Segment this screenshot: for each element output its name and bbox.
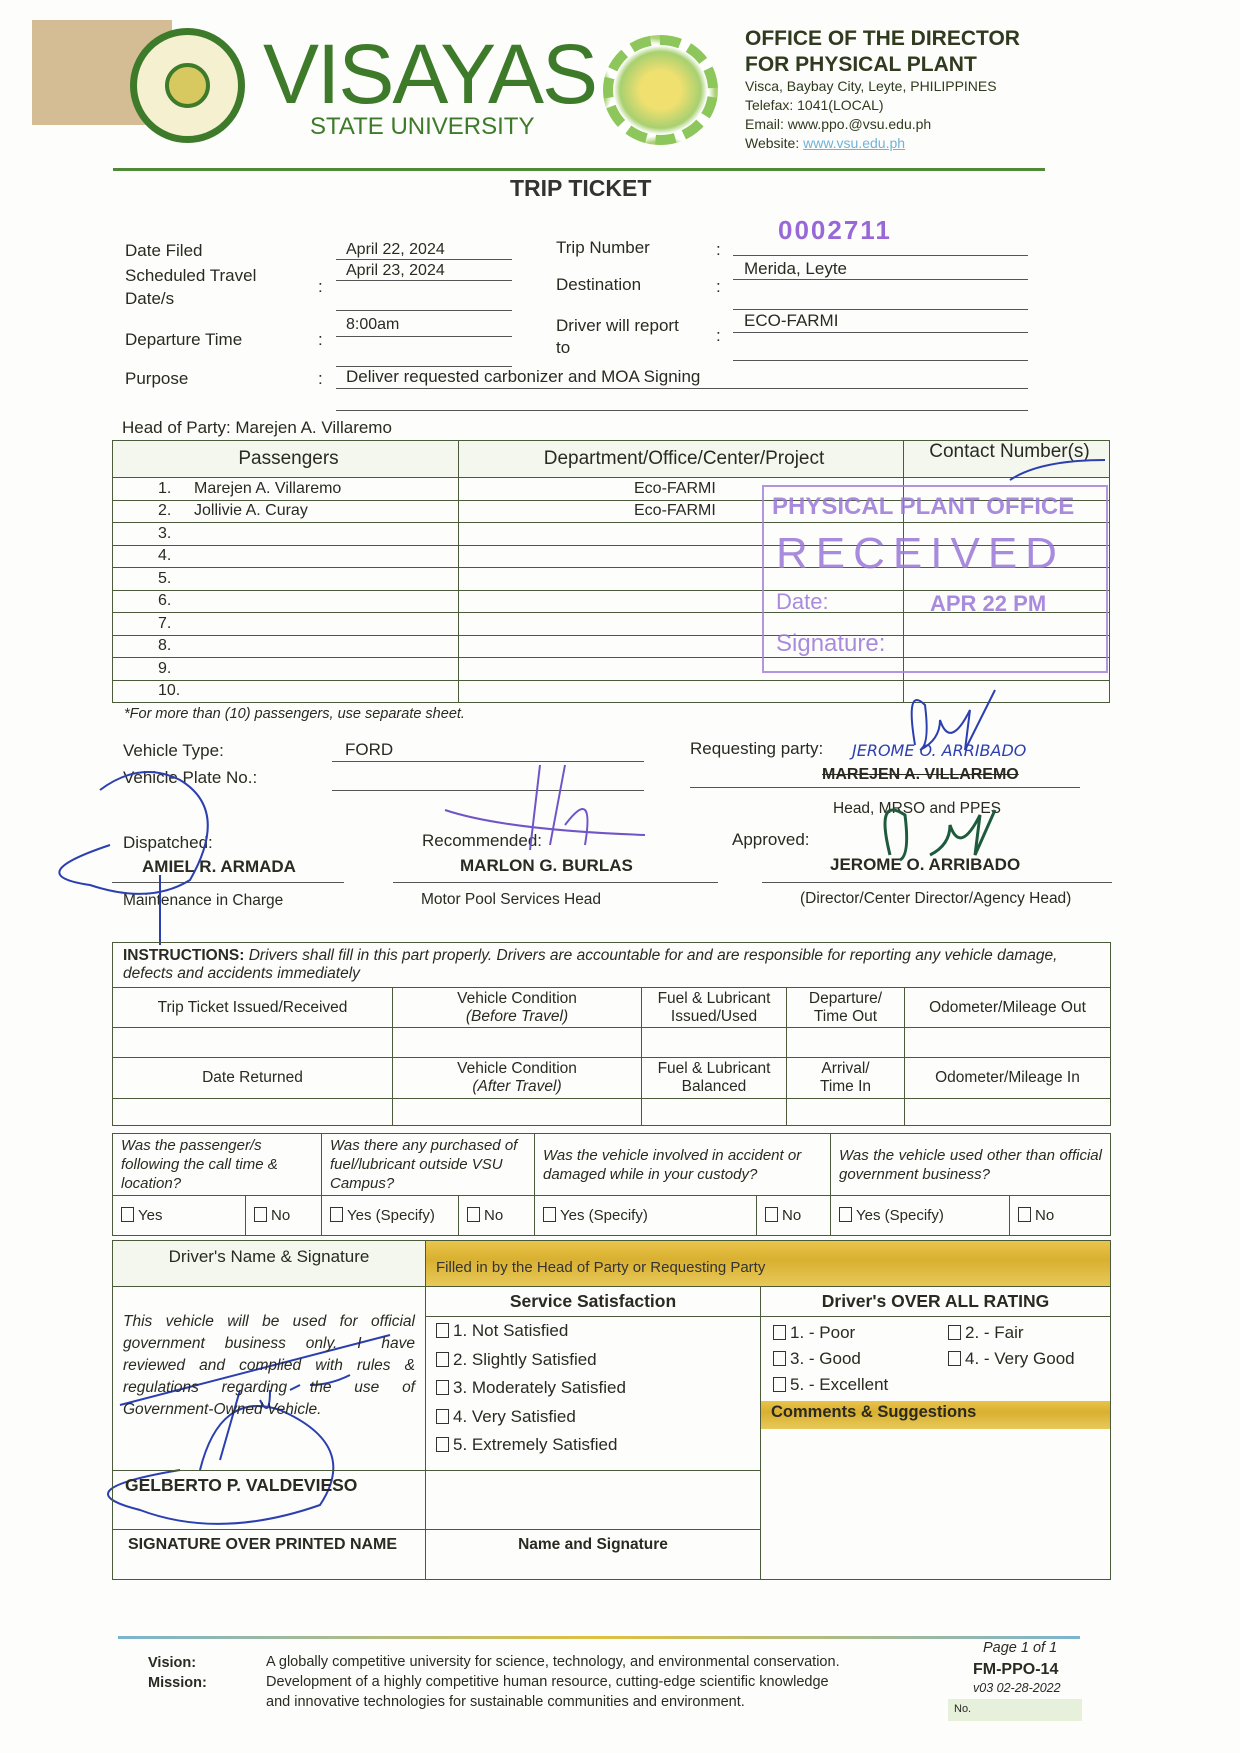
satisfaction-option[interactable]: 5. Extremely Satisfied	[436, 1435, 760, 1464]
satisfaction-list	[426, 1317, 761, 1471]
mission-text-1: Development of a highly competitive human resource, cutting-edge scientific knowledge	[266, 1674, 829, 1690]
form-code: FM-PPO-14	[973, 1661, 1059, 1678]
passenger-name[interactable]: 6.	[113, 590, 459, 613]
date-filed-value[interactable]: April 22, 2024	[346, 241, 445, 258]
passenger-department[interactable]: Eco-FARMI	[459, 500, 904, 523]
checkbox-icon[interactable]	[839, 1207, 852, 1222]
mission-text-2: and innovative technologies for sustainable communities and environment.	[266, 1694, 745, 1710]
passenger-name[interactable]: 1. Marejen A. Villaremo	[113, 478, 459, 501]
service-satisfaction-title: Service Satisfaction	[426, 1287, 761, 1317]
scheduled-label-1: Scheduled Travel	[125, 266, 257, 285]
checkbox-option[interactable]: No	[246, 1196, 322, 1236]
driver-section-table	[112, 1240, 1111, 1580]
signature-caption: SIGNATURE OVER PRINTED NAME	[113, 1529, 426, 1579]
website-link[interactable]: www.vsu.edu.ph	[803, 135, 906, 151]
form-number	[948, 1699, 1082, 1721]
rating-option[interactable]: 4. - Very Good	[948, 1349, 1108, 1369]
checkbox-icon[interactable]	[330, 1207, 343, 1222]
checkbox-icon[interactable]	[765, 1207, 778, 1222]
checkbox-icon[interactable]	[1018, 1207, 1031, 1222]
cell-input[interactable]	[787, 1099, 905, 1126]
departure-label: Departure Time	[125, 330, 243, 349]
checkbox-icon[interactable]	[773, 1325, 786, 1340]
struck-requesting-name: MAREJEN A. VILLAREMO	[822, 766, 1019, 783]
cell-input[interactable]	[393, 1099, 642, 1126]
col-passengers: Passengers	[113, 441, 459, 478]
requesting-party-label: Requesting party:	[690, 739, 824, 758]
passenger-name[interactable]: 2. Jollivie A. Curay	[113, 500, 459, 523]
scheduled-label-2: Date/s	[125, 289, 175, 308]
dispatched-name: AMIEL R. ARMADA	[142, 857, 296, 876]
passenger-name[interactable]: 8.	[113, 635, 459, 658]
driver-statement: This vehicle will be used for official government business only. I have reviewed and complied with rules & regulations regarding the use of Government-Owned Vehicle.	[123, 1313, 415, 1418]
driver-name: GELBERTO P. VALDEVIESO	[113, 1471, 426, 1530]
date-filed-label: Date Filed	[125, 241, 203, 260]
cell-input[interactable]	[905, 1099, 1111, 1126]
form-version: v03 02-28-2022	[973, 1681, 1061, 1695]
requesting-title: Head, MRSO and PPES	[833, 800, 1001, 817]
office-line-1: OFFICE OF THE DIRECTOR	[745, 27, 1020, 50]
arrival-header: Arrival/ Time In	[787, 1058, 905, 1099]
vehicle-type-label: Vehicle Type:	[123, 741, 224, 760]
checkbox-icon[interactable]	[436, 1380, 449, 1395]
name-signature-caption: Name and Signature	[426, 1529, 761, 1579]
satisfaction-option[interactable]: 3. Moderately Satisfied	[436, 1378, 760, 1407]
checkbox-option[interactable]: Yes (Specify)	[831, 1196, 1010, 1236]
colon: :	[318, 277, 323, 296]
passenger-name[interactable]: 10.	[113, 680, 459, 703]
stamp-date: APR 22 PM	[930, 591, 1047, 616]
satisfaction-option[interactable]: 2. Slightly Satisfied	[436, 1350, 760, 1379]
filled-by-banner: Filled in by the Head of Party or Requesting Party	[426, 1241, 1111, 1287]
scheduled-value[interactable]: April 23, 2024	[346, 262, 445, 279]
purpose-label: Purpose	[125, 369, 189, 388]
approved-title: (Director/Center Director/Agency Head)	[800, 890, 1072, 907]
vehicle-condition-before: Vehicle Condition (Before Travel)	[393, 988, 642, 1028]
dispatched-title: Maintenance in Charge	[123, 892, 284, 909]
rating-option[interactable]: 5. - Excellent	[773, 1375, 948, 1395]
question-fuel-purchase: Was there any purchased of fuel/lubricant outside VSU Campus?	[322, 1134, 535, 1196]
checkbox-icon[interactable]	[543, 1207, 556, 1222]
fuel-balanced-header: Fuel & Lubricant Balanced	[642, 1058, 787, 1099]
trip-number-label: Trip Number	[556, 238, 650, 257]
checkbox-option[interactable]: No	[757, 1196, 831, 1236]
checkbox-option[interactable]: Yes (Specify)	[535, 1196, 757, 1236]
checkbox-option[interactable]: No	[459, 1196, 535, 1236]
passenger-department[interactable]: Eco-FARMI	[459, 478, 904, 501]
checkbox-icon[interactable]	[436, 1352, 449, 1367]
report-label-1: Driver will report	[556, 316, 679, 335]
report-to-value[interactable]: ECO-FARMI	[744, 311, 839, 330]
checkbox-icon[interactable]	[948, 1351, 961, 1366]
passenger-name[interactable]: 5.	[113, 568, 459, 591]
recommended-label: Recommended:	[422, 831, 543, 850]
approved-name: JEROME O. ARRIBADO	[830, 855, 1021, 874]
page-number: Page 1 of 1	[983, 1640, 1058, 1656]
rating-option[interactable]: 2. - Fair	[948, 1323, 1108, 1343]
checkbox-icon[interactable]	[436, 1409, 449, 1424]
checkbox-icon[interactable]	[436, 1323, 449, 1338]
passenger-note: *For more than (10) passengers, use separate sheet.	[124, 706, 465, 722]
checkbox-icon[interactable]	[121, 1207, 134, 1222]
requesting-party-handwritten: JEROME O. ARRIBADO	[852, 741, 1027, 760]
cell-input[interactable]	[113, 1028, 393, 1058]
questions-table	[112, 1133, 1111, 1236]
question-other-use: Was the vehicle used other than official government business?	[831, 1134, 1111, 1196]
vehicle-type-value[interactable]: FORD	[345, 740, 394, 759]
question-call-time: Was the passenger/s following the call time & location?	[113, 1134, 322, 1196]
cell-input[interactable]	[905, 1028, 1111, 1058]
passenger-name[interactable]: 4.	[113, 545, 459, 568]
satisfaction-option[interactable]: 1. Not Satisfied	[436, 1321, 760, 1350]
stamp-signature-label: Signature:	[776, 630, 886, 657]
question-accident: Was the vehicle involved in accident or damaged while in your custody?	[535, 1134, 831, 1196]
stamp-date-label: Date:	[776, 589, 829, 614]
university-seal	[130, 28, 245, 143]
telefax: Telefax: 1041(LOCAL)	[745, 97, 884, 113]
stamp-office: PHYSICAL PLANT OFFICE	[772, 493, 1075, 520]
col-department: Department/Office/Center/Project	[459, 441, 904, 478]
vehicle-plate-label: Vehicle Plate No.:	[123, 768, 258, 787]
university-wordmark: VISAYAS	[263, 27, 597, 121]
passenger-row	[113, 680, 1110, 703]
passenger-name[interactable]: 7.	[113, 613, 459, 636]
date-returned-header: Date Returned	[113, 1058, 393, 1099]
footer-divider	[118, 1636, 1080, 1639]
fuel-issued-header: Fuel & Lubricant Issued/Used	[642, 988, 787, 1028]
driver-statement-cell	[113, 1287, 426, 1471]
checkbox-option[interactable]: No	[1010, 1196, 1111, 1236]
colon: :	[318, 330, 323, 349]
recommended-name: MARLON G. BURLAS	[460, 856, 633, 875]
satisfaction-option[interactable]: 4. Very Satisfied	[436, 1407, 760, 1436]
col-contact: Contact Number(s)	[904, 441, 1110, 478]
vehicle-condition-after: Vehicle Condition (After Travel)	[393, 1058, 642, 1099]
page-title: TRIP TICKET	[510, 175, 652, 201]
cell-input[interactable]	[393, 1028, 642, 1058]
stamp-received: RECEIVED	[776, 529, 1065, 578]
driver-name-header: Driver's Name & Signature	[113, 1241, 426, 1287]
recommended-title: Motor Pool Services Head	[421, 891, 602, 908]
instructions-text: INSTRUCTIONS: Drivers shall fill in this part properly. Drivers are accountable for and are responsible for reporting any vehicle damage, defects and accidents immediately	[113, 943, 1111, 988]
name-signature-space[interactable]	[426, 1471, 761, 1530]
driver-instructions-table	[112, 942, 1111, 1126]
vision-label: Vision:	[148, 1655, 197, 1671]
trip-number-stamp: 0002711	[778, 215, 892, 245]
comments-input[interactable]	[761, 1429, 1110, 1579]
received-stamp	[762, 485, 1108, 673]
checkbox-icon[interactable]	[467, 1207, 480, 1222]
website	[745, 135, 905, 152]
dispatched-label: Dispatched:	[123, 833, 213, 852]
number-label: No.	[954, 1703, 972, 1715]
checkbox-icon[interactable]	[436, 1437, 449, 1452]
passenger-department[interactable]	[459, 680, 904, 703]
rating-option[interactable]: 3. - Good	[773, 1349, 948, 1369]
colon: :	[716, 240, 721, 259]
destination-value[interactable]: Merida, Leyte	[744, 259, 847, 278]
approved-label: Approved:	[732, 830, 810, 849]
checkbox-option[interactable]: Yes (Specify)	[322, 1196, 459, 1236]
university-subtitle: STATE UNIVERSITY	[310, 113, 535, 140]
website-label: Website:	[745, 135, 800, 151]
checkbox-icon[interactable]	[773, 1351, 786, 1366]
cell-input[interactable]	[787, 1028, 905, 1058]
comments-header: Comments & Suggestions	[761, 1401, 1110, 1429]
cell-input[interactable]	[113, 1099, 393, 1126]
odometer-in-header: Odometer/Mileage In	[905, 1058, 1111, 1099]
checkbox-icon[interactable]	[948, 1325, 961, 1340]
head-of-party: Head of Party: Marejen A. Villaremo	[122, 418, 392, 437]
overall-rating-title: Driver's OVER ALL RATING	[761, 1287, 1111, 1317]
purpose-value[interactable]: Deliver requested carbonizer and MOA Signing	[346, 367, 701, 386]
passenger-contact[interactable]	[904, 680, 1110, 703]
odometer-out-header: Odometer/Mileage Out	[905, 988, 1111, 1028]
departure-value[interactable]: 8:00am	[346, 316, 400, 333]
vision-text: A globally competitive university for science, technology, and environmental conservation.	[266, 1654, 840, 1670]
checkbox-option[interactable]: Yes	[113, 1196, 246, 1236]
cell-input[interactable]	[642, 1028, 787, 1058]
checkbox-icon[interactable]	[773, 1377, 786, 1392]
office-line-2: FOR PHYSICAL PLANT	[745, 53, 977, 76]
destination-label: Destination	[556, 275, 642, 294]
trip-ticket-header: Trip Ticket Issued/Received	[113, 988, 393, 1028]
rating-option[interactable]: 1. - Poor	[773, 1323, 948, 1343]
cell-input[interactable]	[642, 1099, 787, 1126]
passenger-name[interactable]: 3.	[113, 523, 459, 546]
address: Visca, Baybay City, Leyte, PHILIPPINES	[745, 78, 997, 94]
colon: :	[716, 277, 721, 296]
physical-plant-logo	[603, 35, 718, 145]
header-divider	[113, 168, 1045, 171]
email: Email: www.ppo.@vsu.edu.ph	[745, 116, 932, 132]
checkbox-icon[interactable]	[254, 1207, 267, 1222]
report-label-2: to	[556, 338, 571, 357]
mission-label: Mission:	[148, 1675, 207, 1691]
colon: :	[318, 369, 323, 388]
colon: :	[716, 326, 721, 345]
rating-cell	[761, 1317, 1111, 1580]
passenger-name[interactable]: 9.	[113, 658, 459, 681]
departure-header: Departure/ Time Out	[787, 988, 905, 1028]
